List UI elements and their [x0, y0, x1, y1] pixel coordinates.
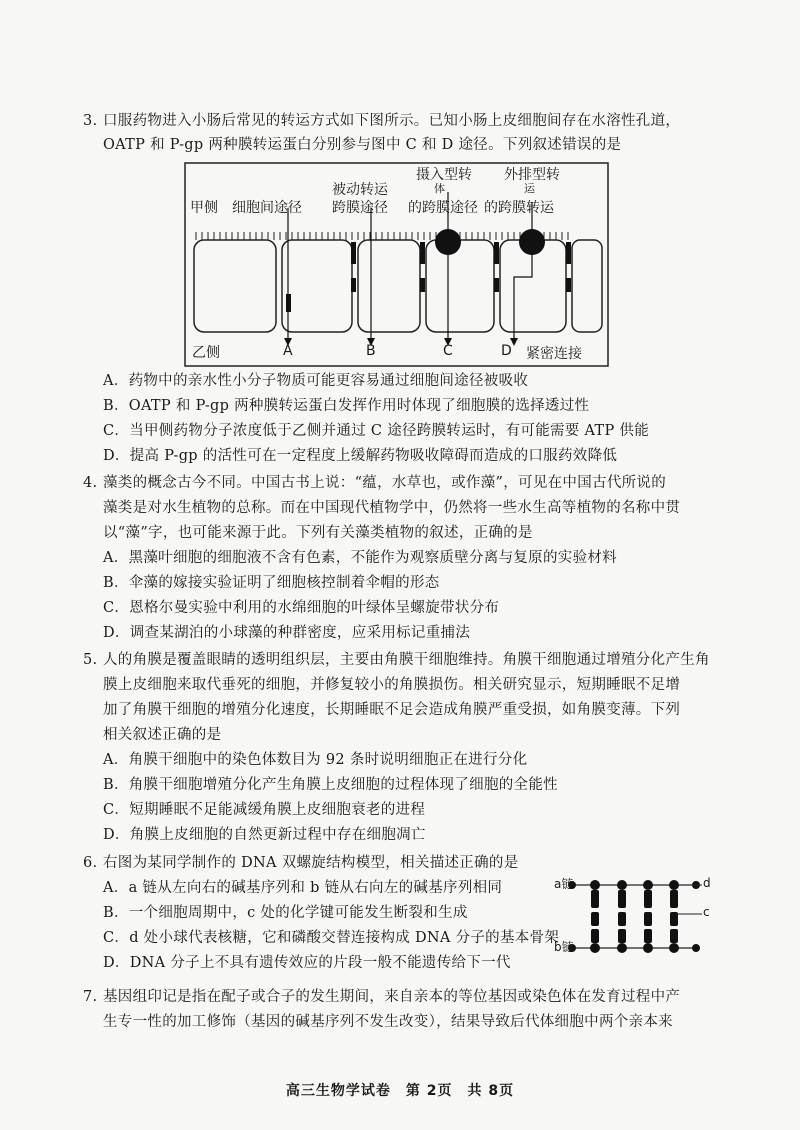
question-3-option-d: D．提高 P-gp 的活性可在一定程度上缓解药物吸收障碍而造成的口服药效降低 — [103, 448, 618, 464]
question-4-option-c: C．恩格尔曼实验中利用的水绵细胞的叶绿体呈螺旋带状分布 — [103, 600, 500, 616]
uptake-route-label-1: 摄入型转 — [416, 167, 472, 183]
cell-4 — [426, 240, 494, 332]
question-6-stem: 右图为某同学制作的 DNA 双螺旋结构模型，相关描述正确的是 — [103, 855, 519, 871]
efflux-transporter-icon — [519, 229, 545, 255]
efflux-route-label-2: 运 — [524, 182, 535, 195]
intestine-transport-figure — [184, 162, 609, 367]
question-3-stem-line2: OATP 和 P-gp 两种膜转运蛋白分别参与图中 C 和 D 途径。下列叙述错误的是 — [103, 137, 622, 153]
label-d: d — [703, 876, 711, 890]
chain-a-label: a链 — [554, 877, 574, 891]
question-3-stem-line1: 口服药物进入小肠后常见的转运方式如下图所示。已知小肠上皮细胞间存在水溶性孔道， — [103, 113, 681, 129]
efflux-route-label-3: 的跨膜转运 — [484, 200, 554, 216]
cell-1 — [194, 240, 276, 332]
question-3-number: 3. — [83, 113, 98, 129]
question-5-option-d: D．角膜上皮细胞的自然更新过程中存在细胞凋亡 — [103, 827, 426, 843]
question-3-option-c: C．当甲侧药物分子浓度低于乙侧并通过 C 途径跨膜转运时，有可能需要 ATP 供能 — [103, 423, 650, 439]
route-d-label: D — [501, 343, 512, 359]
question-6-option-c: C．d 处小球代表核糖，它和磷酸交替连接构成 DNA 分子的基本骨架 — [103, 930, 560, 946]
dna-model-figure — [554, 870, 711, 965]
route-b-label: B — [366, 343, 376, 359]
efflux-route-label-1: 外排型转 — [504, 167, 560, 183]
tight-junction-label: 紧密连接 — [526, 346, 582, 362]
cell-6 — [572, 240, 602, 332]
question-4-option-d: D．调查某湖泊的小球藻的种群密度，应采用标记重捕法 — [103, 625, 471, 641]
label-pointers — [678, 885, 702, 914]
cell-2 — [282, 240, 352, 332]
route-a-label: A — [283, 343, 293, 359]
question-5-stem-line1: 人的角膜是覆盖眼睛的透明组织层，主要由角膜干细胞维持。角膜干细胞通过增殖分化产生角 — [103, 652, 710, 668]
bottom-side-label: 乙侧 — [192, 345, 220, 361]
question-5-stem-line4: 相关叙述正确的是 — [103, 727, 222, 743]
route-c-label: C — [443, 343, 453, 359]
question-6-option-b: B．一个细胞周期中，c 处的化学键可能发生断裂和生成 — [103, 905, 468, 921]
question-4-stem-line3: 以“藻”字，也可能来源于此。下列有关藻类植物的叙述，正确的是 — [103, 525, 533, 541]
uptake-route-label-3: 的跨膜途径 — [408, 200, 478, 216]
sugar-phosphate-balls — [568, 880, 700, 953]
question-5-stem-line2: 膜上皮细胞来取代垂死的细胞，并修复较小的角膜损伤。相关研究显示，短期睡眠不足增 — [103, 677, 681, 693]
uptake-transporter-icon — [435, 229, 461, 255]
question-3-option-b: B．OATP 和 P-gp 两种膜转运蛋白发挥作用时体现了细胞膜的选择透过性 — [103, 398, 590, 414]
question-7-number: 7. — [83, 989, 98, 1005]
intestine-diagram — [184, 162, 609, 367]
top-side-label: 甲侧 — [190, 200, 218, 216]
question-6-number: 6. — [83, 855, 98, 871]
passive-route-label-1: 被动转运 — [332, 182, 388, 198]
question-4-option-a: A．黑藻叶细胞的细胞液不含有色素，不能作为观察质壁分离与复原的实验材料 — [103, 550, 617, 566]
question-5-number: 5. — [83, 652, 98, 668]
question-4-stem-line2: 藻类是对水生植物的总称。而在中国现代植物学中，仍然将一些水生高等植物的名称中贯 — [103, 500, 681, 516]
figure-border — [185, 163, 608, 366]
microvilli — [196, 232, 568, 240]
question-3-option-a: A．药物中的亲水性小分子物质可能更容易通过细胞间途径被吸收 — [103, 373, 529, 389]
base-pair-rungs — [591, 890, 678, 943]
route-arrowheads — [284, 338, 518, 346]
question-7-stem-line1: 基因组印记是指在配子或合子的发生期间，来自亲本的等位基因或染色体在发育过程中产 — [103, 989, 681, 1005]
question-5-option-c: C．短期睡眠不足能减缓角膜上皮细胞衰老的进程 — [103, 802, 426, 818]
question-6-option-a: A．a 链从左向右的碱基序列和 b 链从右向左的碱基序列相同 — [103, 880, 503, 896]
question-5-stem-line3: 加了角膜干细胞的增殖分化速度，长期睡眠不足会造成角膜严重受损，如角膜变薄。下列 — [103, 702, 681, 718]
question-6-option-d: D．DNA 分子上不具有遗传效应的片段一般不能遗传给下一代 — [103, 955, 511, 971]
label-c: c — [703, 905, 710, 919]
cell-3 — [358, 240, 420, 332]
intercellular-route-label: 细胞间途径 — [232, 200, 302, 216]
question-4-option-b: B．伞藻的嫁接实验证明了细胞核控制着伞帽的形态 — [103, 575, 440, 591]
epithelial-cells — [194, 240, 602, 332]
question-7-stem-line2: 生专一性的加工修饰（基因的碱基序列不发生改变），结果导致后代体细胞中两个亲本来 — [103, 1014, 673, 1030]
chain-b-label: b链 — [554, 940, 574, 954]
question-5-option-a: A．角膜干细胞中的染色体数目为 92 条时说明细胞正在进行分化 — [103, 752, 528, 768]
question-4-stem-line1: 藻类的概念古今不同。中国古书上说：“蕴，水草也，或作藻”，可见在中国古代所说的 — [103, 475, 667, 491]
uptake-route-label-2: 体 — [434, 182, 445, 195]
page-footer: 高三生物学试卷 第 2页 共 8页 — [285, 1083, 515, 1099]
passive-route-label-2: 跨膜途径 — [332, 200, 388, 216]
question-5-option-b: B．角膜干细胞增殖分化产生角膜上皮细胞的过程体现了细胞的全能性 — [103, 777, 558, 793]
question-4-number: 4. — [83, 475, 98, 491]
dna-model-diagram — [560, 870, 710, 965]
